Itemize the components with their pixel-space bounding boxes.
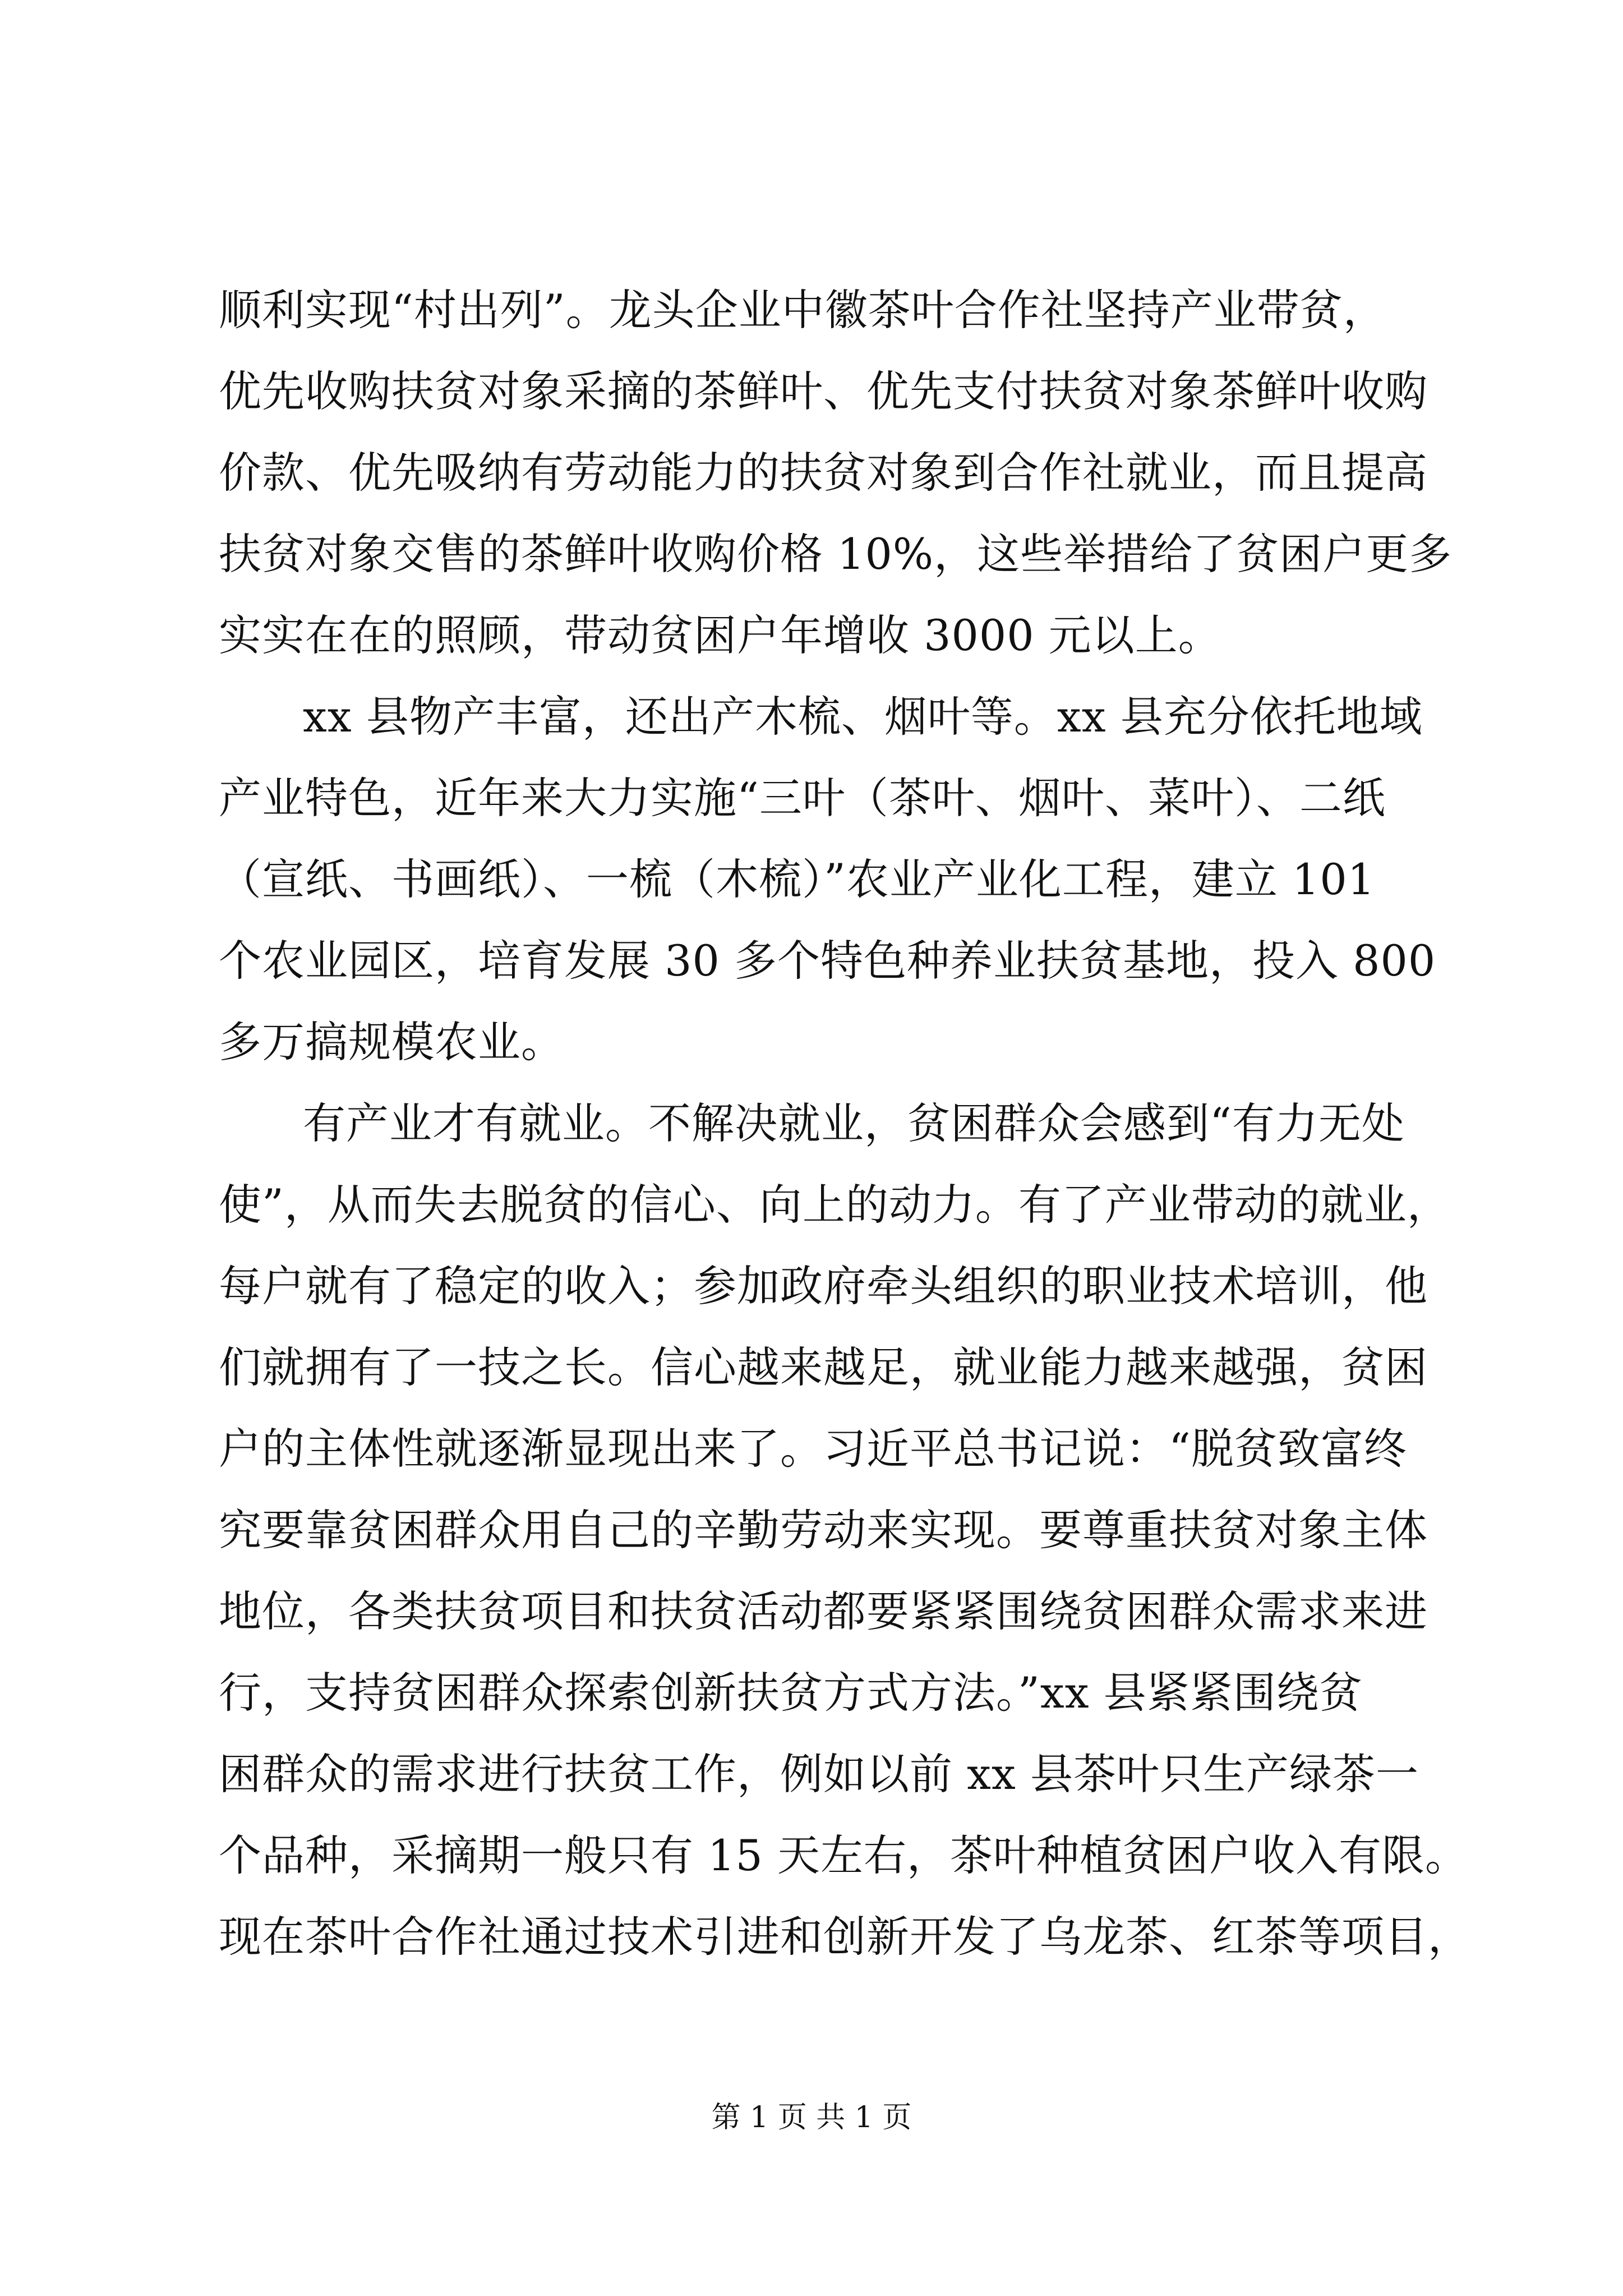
paragraph-start-line: xx 县物产丰富，还出产木梳、烟叶等。xx 县充分依托地域	[303, 692, 1423, 742]
text-line: 使”，从而失去脱贫的信心、向上的动力。有了产业带动的就业，	[219, 1180, 1450, 1230]
text-line: 多万搞规模农业。	[219, 1017, 564, 1067]
text-line: 困群众的需求进行扶贫工作，例如以前 xx 县茶叶只生产绿茶一	[219, 1749, 1419, 1799]
paragraph-start-line: 有产业才有就业。不解决就业，贫困群众会感到“有力无处	[303, 1098, 1405, 1148]
text-line: 户的主体性就逐渐显现出来了。习近平总书记说：“脱贫致富终	[219, 1424, 1407, 1474]
text-line: 个农业园区，培育发展 30 多个特色种养业扶贫基地，投入 800	[219, 936, 1436, 986]
text-line: 产业特色，近年来大力实施“三叶（茶叶、烟叶、菜叶）、二纸	[219, 773, 1386, 823]
text-line: 顺利实现“村出列”。龙头企业中徽茶叶合作社坚持产业带贫，	[219, 285, 1386, 335]
text-line: 优先收购扶贫对象采摘的茶鲜叶、优先支付扶贫对象茶鲜叶收购	[219, 366, 1428, 416]
document-body	[219, 269, 1471, 1977]
text-line: 地位，各类扶贫项目和扶贫活动都要紧紧围绕贫困群众需求来进	[219, 1586, 1428, 1636]
text-line: 每户就有了稳定的收入；参加政府牵头组织的职业技术培训，他	[219, 1261, 1428, 1311]
text-line: 价款、优先吸纳有劳动能力的扶贫对象到合作社就业，而且提高	[219, 448, 1428, 498]
text-line: 们就拥有了一技之长。信心越来越足，就业能力越来越强，贫困	[219, 1342, 1428, 1392]
text-line: （宣纸、书画纸）、一梳（木梳）”农业产业化工程，建立 101	[219, 854, 1376, 904]
text-line: 个品种，采摘期一般只有 15 天左右，茶叶种植贫困户收入有限。	[219, 1830, 1469, 1880]
text-line: 扶贫对象交售的茶鲜叶收购价格 10%，这些举措给了贫困户更多	[219, 529, 1453, 579]
page-footer: 第 1 页 共 1 页	[711, 2101, 912, 2134]
text-line: 实实在在的照顾，带动贫困户年增收 3000 元以上。	[219, 610, 1221, 660]
text-line: 现在茶叶合作社通过技术引进和创新开发了乌龙茶、红茶等项目，	[219, 1912, 1471, 1962]
text-line: 行，支持贫困群众探索创新扶贫方式方法。”xx 县紧紧围绕贫	[219, 1668, 1363, 1718]
text-line: 究要靠贫困群众用自己的辛勤劳动来实现。要尊重扶贫对象主体	[219, 1505, 1428, 1555]
